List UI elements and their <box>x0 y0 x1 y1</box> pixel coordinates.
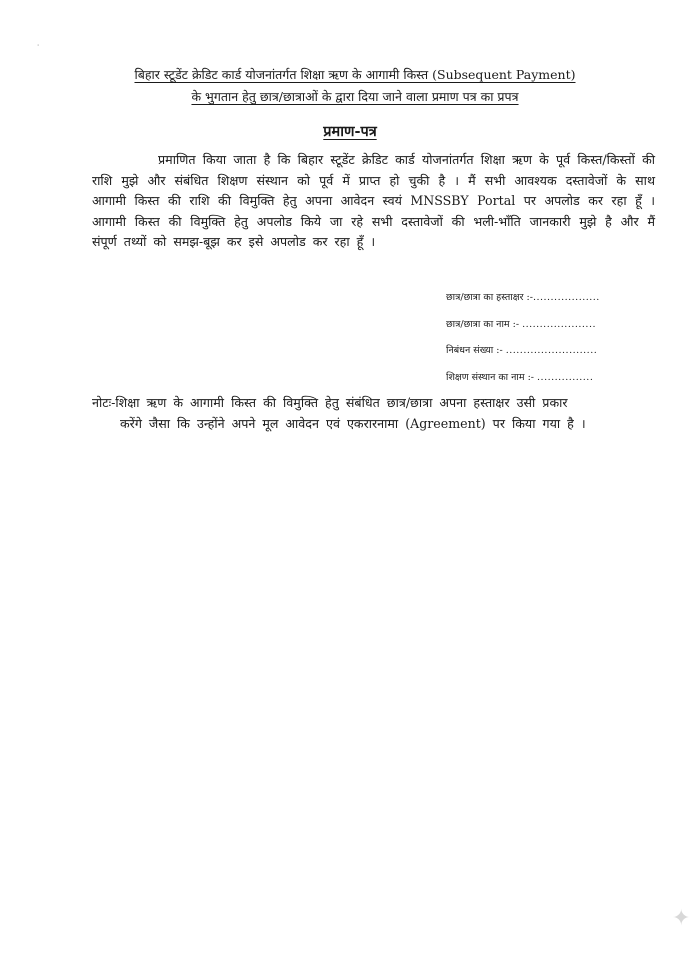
signature-block <box>446 290 660 396</box>
registration-blank: .......................... <box>505 345 598 356</box>
name-blank: ..................... <box>522 318 596 330</box>
signature-label: छात्र/छात्रा का हस्ताक्षर :- <box>446 292 533 303</box>
heading-line-2: के भुगतान हेतु छात्र/छात्राओं के द्वारा दिया जाने वाला प्रमाण पत्र का प्रपत्र <box>191 89 519 104</box>
signature-field-row <box>446 290 660 317</box>
note-label: नोटः- <box>92 395 116 410</box>
note-section <box>92 392 652 434</box>
form-heading <box>60 64 650 108</box>
scan-speck: ✦ <box>672 906 691 931</box>
scan-speck: · <box>36 38 41 54</box>
registration-label: निबंधन संख्या :- <box>446 345 503 356</box>
note-line-1: शिक्षा ऋण के आगामी किस्त की विमुक्ति हेतु संबंधित छात्र/छात्रा अपना हस्ताक्षर उसी प्रकार <box>115 395 568 410</box>
note-line-2: करेंगे जैसा कि उन्होंने अपने मूल आवेदन एवं एकरारनामा (Agreement) पर किया गया है । <box>120 416 586 431</box>
name-field-row <box>446 317 660 344</box>
heading-line-1: बिहार स्टूडेंट क्रेडिट कार्ड योजनांतर्गत शिक्षा ऋण के आगामी किस्त (Subsequent Payment) <box>134 67 576 82</box>
registration-field-row <box>446 343 660 370</box>
signature-blank: ................... <box>532 292 600 303</box>
certificate-title <box>0 121 700 141</box>
certificate-title-text: प्रमाण-पत्र <box>323 123 377 140</box>
institution-blank: ................ <box>537 371 594 383</box>
certificate-body: प्रमाणित किया जाता है कि बिहार स्टूडेंट क्रेडिट कार्ड योजनांतर्गत शिक्षा ऋण के पूर्व किस्त/किस्तों की राशि मुझे और संबंधित शिक्षण संस्थान को पूर्व में प्राप्त हो चुकी है । मैं सभी आवश्यक दस्तावेजों के साथ आगामी किस्त की राशि की विमुक्ति हेतु अपना आवेदन स्वयं MNSSBY Portal पर अपलोड कर रहा हूँ । आगामी किस्त की विमुक्ति हेतु अपलोड किये जा रहे सभी दस्तावेजों की भली-भाँति जानकारी मुझे है और मैं संपूर्ण तथ्यों को समझ-बूझ कर इसे अपलोड कर रहा हूँ । <box>92 152 655 249</box>
name-label: छात्र/छात्रा का नाम :- <box>446 318 520 330</box>
institution-label: शिक्षण संस्थान का नाम :- <box>446 371 534 383</box>
